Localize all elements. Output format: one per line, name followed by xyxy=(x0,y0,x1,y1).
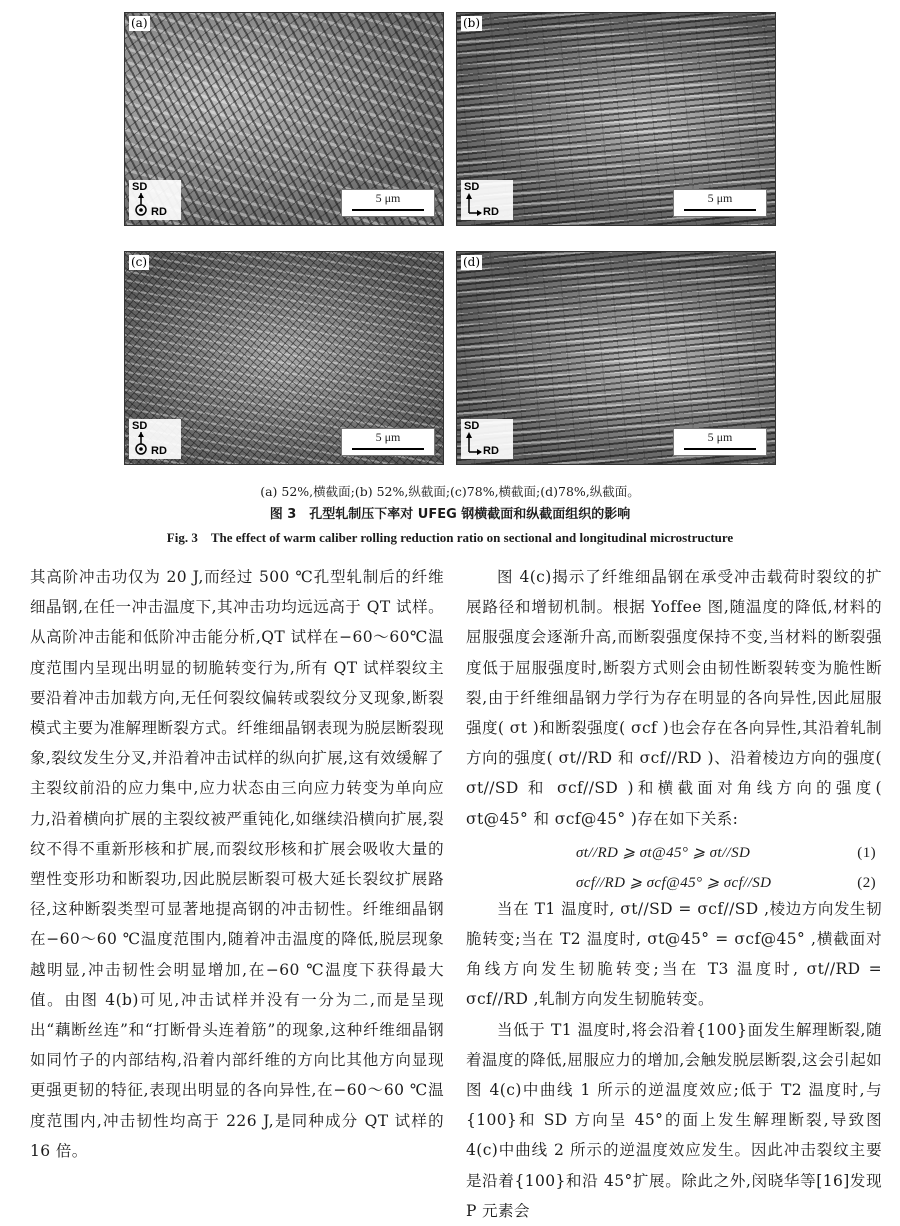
micrograph-a xyxy=(124,12,444,226)
right-column xyxy=(466,562,882,1226)
figure-caption-cn: 图 3 孔型轧制压下率对 UFEG 钢横截面和纵截面组织的影响 xyxy=(269,507,631,522)
body-paragraph: 图 4(c)揭示了纤维细晶钢在承受冲击载荷时裂纹的扩展路径和增韧机制。根据 Yoffee 图,随温度的降低,材料的屈服强度会逐渐升高,而断裂强度保持不变,当材料的断裂强度低于屈服强度时,断裂方式则会由韧性断裂转变为脆性断裂,由于纤维细晶钢力学行为存在明显的各向异性,因此屈服强度( σt )和断裂强度( σcf )也会存在各向异性,其沿着轧制方向的强度( σt//RD 和 σcf//RD )、沿着棱边方向的强度( σt//SD 和 σcf//SD )和横截面对角线方向的强度( σt@45° 和 σcf@45° )存在如下关系: xyxy=(466,568,882,828)
panel-label: (d) xyxy=(463,255,481,269)
left-column xyxy=(30,562,444,1166)
scale-bar-label: 5 μm xyxy=(375,430,401,444)
equation-expression: σcf//RD ⩾ σcf@45° ⩾ σcf//SD xyxy=(576,874,772,891)
scale-bar xyxy=(341,189,435,217)
axis-arrow-icon xyxy=(464,193,482,217)
axis-indicator xyxy=(129,419,181,459)
equation-1 xyxy=(466,834,882,864)
panel-label: (b) xyxy=(463,16,481,30)
body-paragraph: 其高阶冲击功仅为 20 J,而经过 500 ℃孔型轧制后的纤维细晶钢,在任一冲击温度下,其冲击功均远远高于 QT 试样。从高阶冲击能和低阶冲击能分析,QT 试样在−60～60℃温度范围内呈现出明显的韧脆转变行为,所有 QT 试样裂纹主要沿着冲击加载方向,无任何裂纹偏转或裂纹分叉现象,断裂模式主要为准解理断裂方式。纤维细晶钢表现为脱层断裂现象,裂纹发生分叉,并沿着冲击试样的纵向扩展,这有效缓解了主裂纹前沿的应力集中,应力状态由三向应力转变为单向应力,沿着横向扩展的主裂纹被严重钝化,如继续沿横向扩展,裂纹不得不重新形核和扩展,而裂纹形核和扩展会吸收大量的塑性变形功和断裂功,因此脱层断裂可极大延长裂纹扩展路径,这种断裂类型可显著地提高钢的冲击韧性。纤维细晶钢在−60～60 ℃温度范围内,随着冲击温度的降低,脱层现象越明显,冲击韧性会明显增加,在−60 ℃温度下获得最大值。由图 4(b)可见,冲击试样并没有一分为二,而是呈现出“藕断丝连”和“打断骨头连着筋”的现象,这种纤维细晶钢如同竹子的内部结构,沿着内部纤维的方向比其他方向显现更强更韧的特征,表现出明显的各向异性,在−60～60 ℃温度范围内,冲击韧性均高于 226 J,是同种成分 QT 试样的 16 倍。 xyxy=(30,568,444,1160)
axis-rd-label: RD xyxy=(151,206,167,218)
panel-label: (c) xyxy=(131,255,148,269)
scale-bar xyxy=(341,428,435,456)
equation-2 xyxy=(466,864,882,894)
figure-subcaption: (a) 52%,横截面;(b) 52%,纵截面;(c)78%,横截面;(d)78%,纵截面。 xyxy=(260,484,640,499)
axis-arrow-icon xyxy=(464,432,482,456)
axis-indicator xyxy=(461,419,513,459)
axis-rd-label: RD xyxy=(483,206,499,218)
micrograph-d xyxy=(456,251,776,465)
body-paragraph: 当低于 T1 温度时,将会沿着{100}面发生解理断裂,随着温度的降低,屈服应力的增加,会触发脱层断裂,这会引起如图 4(c)中曲线 1 所示的逆温度效应;低于 T2 温度时,与{100}和 SD 方向呈 45°的面上发生解理断裂,导致图 4(c)中曲线 2 所示的逆温度效应发生。因此冲击裂纹主要是沿着{100}和沿 45°扩展。除此之外,闵晓华等[16]发现 P 元素会 xyxy=(466,1020,882,1220)
scale-bar xyxy=(673,189,767,217)
micrograph-b xyxy=(456,12,776,226)
scale-bar xyxy=(673,428,767,456)
micrograph-c xyxy=(124,251,444,465)
panel-label: (a) xyxy=(131,16,148,30)
axis-sd-label: SD xyxy=(464,420,480,432)
scale-bar-label: 5 μm xyxy=(707,430,733,444)
axis-indicator xyxy=(461,180,513,220)
body-paragraph: 当在 T1 温度时, σt//SD = σcf//SD ,棱边方向发生韧脆转变;当在 T2 温度时, σt@45° = σcf@45° ,横截面对角线方向发生韧脆转变;当在 T3 温度时, σt//RD = σcf//RD ,轧制方向发生韧脆转变。 xyxy=(466,899,882,1009)
axis-rd-label: RD xyxy=(483,445,499,457)
axis-sd-label: SD xyxy=(464,181,480,193)
equation-number: (1) xyxy=(857,844,876,861)
axis-out-of-plane-icon xyxy=(132,432,150,456)
axis-indicator xyxy=(129,180,181,220)
equation-number: (2) xyxy=(857,874,876,891)
axis-rd-label: RD xyxy=(151,445,167,457)
scale-bar-label: 5 μm xyxy=(375,191,401,205)
axis-out-of-plane-icon xyxy=(132,193,150,217)
axis-sd-label: SD xyxy=(132,181,148,193)
scale-bar-label: 5 μm xyxy=(707,191,733,205)
equation-expression: σt//RD ⩾ σt@45° ⩾ σt//SD xyxy=(576,844,751,861)
axis-sd-label: SD xyxy=(132,420,148,432)
figure-caption-en: Fig. 3 The effect of warm caliber rolling reduction ratio on sectional and longitudinal microstructure xyxy=(166,530,734,545)
